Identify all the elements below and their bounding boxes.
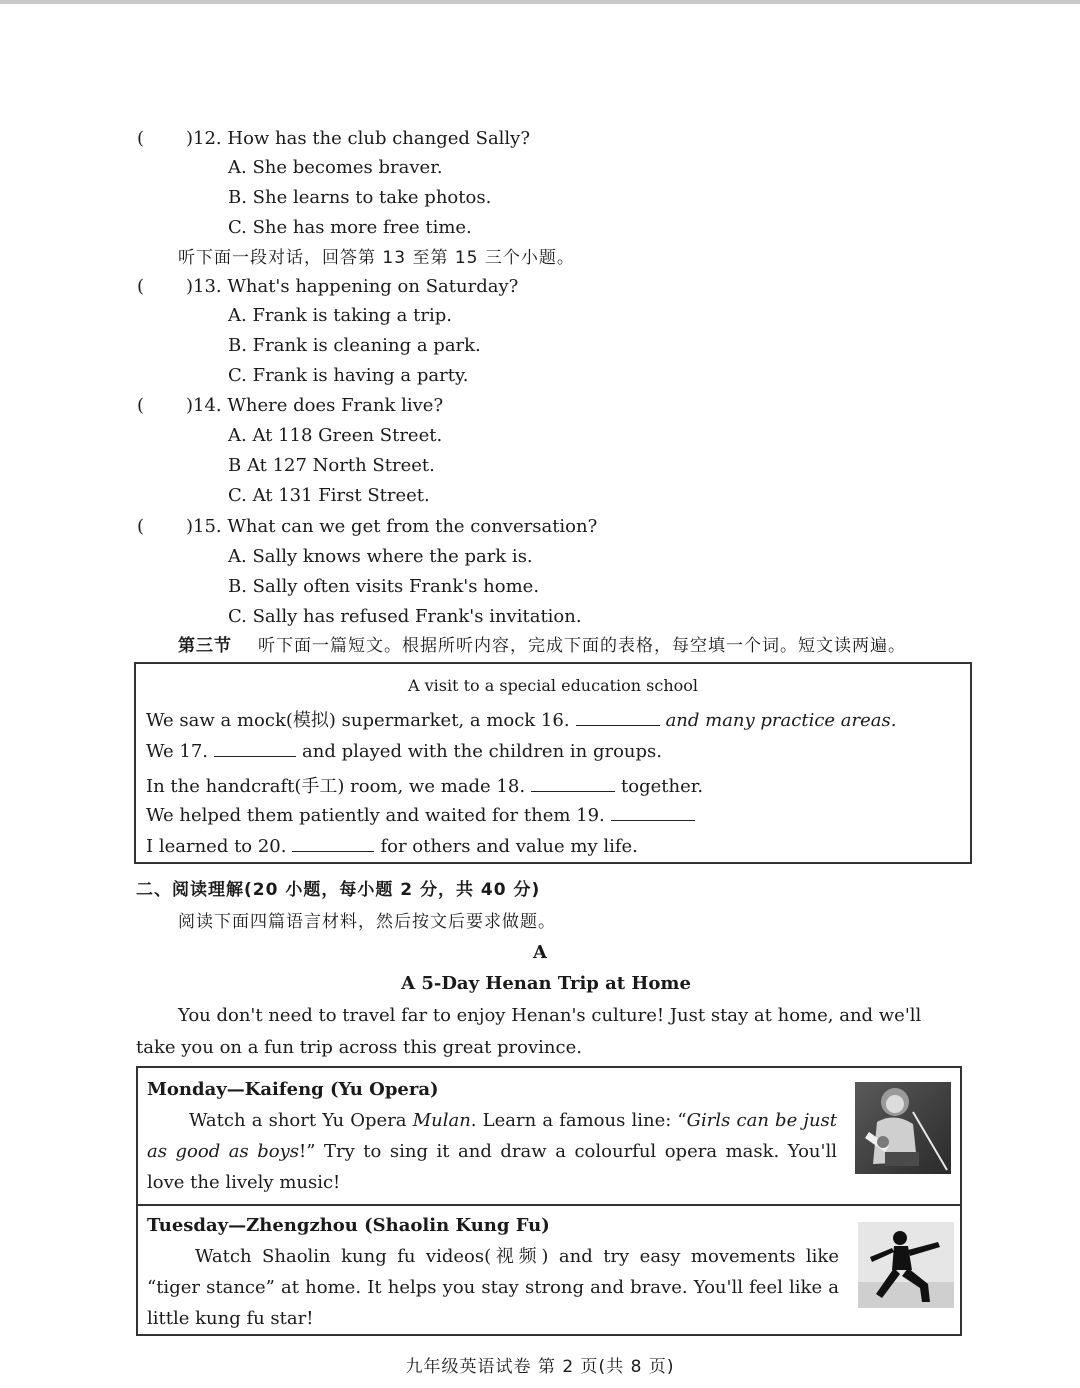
- answer-paren-13[interactable]: (: [137, 276, 145, 297]
- option-13c: C. Frank is having a party.: [228, 365, 469, 386]
- instruction-13-15: 听下面一段对话，回答第 13 至第 15 三个小题。: [178, 248, 575, 268]
- table-divider: [138, 1204, 960, 1206]
- row19-before: We helped them patiently and waited for them 19.: [146, 805, 605, 826]
- page-footer: 九年级英语试卷 第 2 页(共 8 页): [405, 1357, 675, 1377]
- listening-table: [134, 662, 972, 864]
- passage-letter: A: [533, 942, 547, 963]
- row16-before: We saw a mock(模拟) supermarket, a mock 16.: [146, 710, 570, 731]
- intro-line-1: You don't need to travel far to enjoy Henan's culture! Just stay at home, and we'll: [178, 1005, 922, 1026]
- answer-paren-14[interactable]: (: [137, 395, 145, 416]
- row16-after: and many practice areas.: [665, 710, 897, 731]
- section3-instruction: 听下面一篇短文。根据所听内容，完成下面的表格，每空填一个词。短文读两遍。: [258, 636, 906, 656]
- intro-line-2: take you on a fun trip across this great province.: [136, 1037, 582, 1058]
- row20-before: I learned to 20.: [146, 836, 287, 857]
- tuesday-heading: Tuesday—Zhengzhou (Shaolin Kung Fu): [147, 1215, 550, 1236]
- row17-after: and played with the children in groups.: [302, 741, 662, 762]
- option-15a: A. Sally knows where the park is.: [228, 546, 533, 567]
- kung-fu-silhouette-photo: [858, 1222, 954, 1308]
- table-row-17: [146, 740, 662, 762]
- table-row-18: [146, 772, 703, 798]
- blank-17[interactable]: [214, 740, 296, 757]
- option-13a: A. Frank is taking a trip.: [228, 305, 452, 326]
- row18-after: together.: [621, 776, 704, 797]
- option-14a: A. At 118 Green Street.: [228, 425, 443, 446]
- question-14: )14. Where does Frank live?: [186, 395, 444, 416]
- option-12a: A. She becomes braver.: [228, 157, 443, 178]
- trip-schedule-table: [136, 1066, 962, 1336]
- blank-16[interactable]: [576, 709, 660, 726]
- row20-after: for others and value my life.: [380, 836, 638, 857]
- answer-paren-12[interactable]: (: [137, 128, 145, 149]
- table-row-20: [146, 835, 638, 857]
- blank-20[interactable]: [292, 835, 374, 852]
- article-title: A 5-Day Henan Trip at Home: [401, 973, 691, 994]
- table-row-19: [146, 804, 701, 826]
- part2-heading: 二、阅读理解(20 小题，每小题 2 分，共 40 分): [136, 880, 541, 900]
- monday-heading: Monday—Kaifeng (Yu Opera): [147, 1079, 439, 1100]
- monday-text: Watch a short Yu Opera Mulan. Learn a famous line: “Girls can be just as good as boys!” Try to sing it and draw a colourful opera mask. You'll love the lively music!: [147, 1110, 838, 1193]
- opera-performer-photo: [855, 1082, 951, 1174]
- table-row-16: [146, 706, 896, 732]
- tuesday-text: Watch Shaolin kung fu videos(视频) and try easy movements like “tiger stance” at home. It helps you stay strong and brave. You'll feel like a little kung fu star!: [147, 1246, 839, 1329]
- scan-top-edge: [0, 0, 1080, 4]
- question-12: )12. How has the club changed Sally?: [186, 128, 531, 149]
- question-15: )15. What can we get from the conversation?: [186, 516, 598, 537]
- option-15b: B. Sally often visits Frank's home.: [228, 576, 540, 597]
- option-13b: B. Frank is cleaning a park.: [228, 335, 481, 356]
- option-14b: B At 127 North Street.: [228, 455, 435, 476]
- blank-18[interactable]: [531, 775, 615, 792]
- option-12c: C. She has more free time.: [228, 217, 472, 238]
- blank-19[interactable]: [611, 804, 695, 821]
- part2-instruction: 阅读下面四篇语言材料，然后按文后要求做题。: [178, 912, 556, 932]
- table-title: A visit to a special education school: [407, 676, 699, 695]
- option-15c: C. Sally has refused Frank's invitation.: [228, 606, 582, 627]
- row17-before: We 17.: [146, 741, 209, 762]
- row18-before: In the handcraft(手工) room, we made 18.: [146, 776, 526, 797]
- section3-label: 第三节: [178, 636, 232, 656]
- option-12b: B. She learns to take photos.: [228, 187, 492, 208]
- question-13: )13. What's happening on Saturday?: [186, 276, 519, 297]
- option-14c: C. At 131 First Street.: [228, 485, 430, 506]
- answer-paren-15[interactable]: (: [137, 516, 145, 537]
